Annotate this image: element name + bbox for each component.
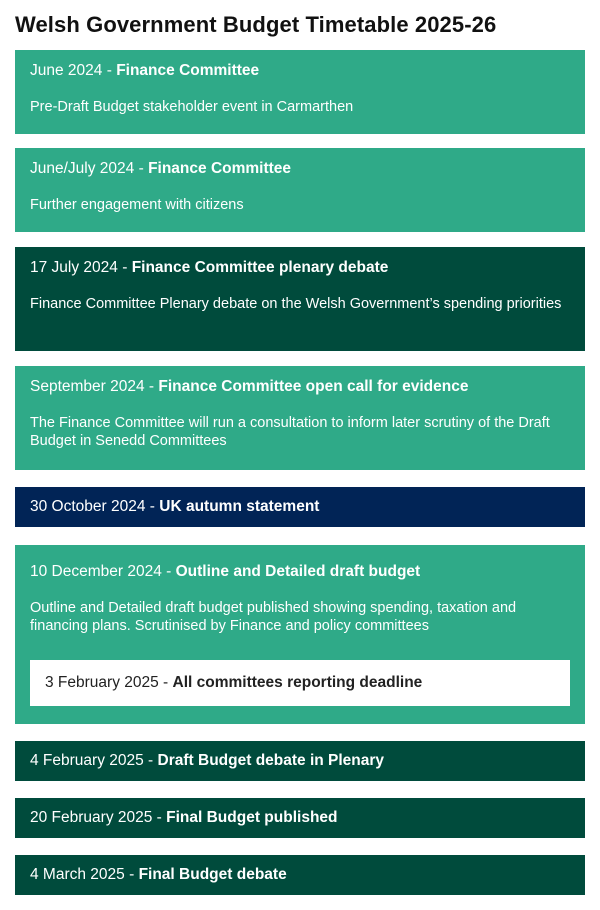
item-separator: -: [144, 378, 159, 395]
item-heading: [30, 258, 570, 278]
item-heading: [30, 497, 319, 517]
page-title: Welsh Government Budget Timetable 2025-26: [15, 12, 497, 37]
item-event: Outline and Detailed draft budget: [175, 563, 421, 580]
item-description: Outline and Detailed draft budget published showing spending, taxation and financing plans. Scrutinised by Finance and policy committees: [30, 600, 517, 634]
timeline-item-june-july-2024: [15, 148, 585, 232]
item-date: September 2024: [30, 378, 145, 395]
item-heading: [30, 808, 338, 828]
timeline-item-10-december-2024: [15, 545, 585, 724]
item-date: June 2024: [30, 62, 103, 79]
item-separator: -: [102, 62, 117, 79]
item-separator: -: [117, 259, 132, 276]
item-event: Finance Committee plenary debate: [131, 259, 389, 276]
subitem-date: 3 February 2025: [45, 674, 159, 691]
item-separator: -: [145, 498, 160, 515]
timeline-item-september-2024: [15, 366, 585, 470]
item-heading: [30, 159, 570, 179]
item-event: Finance Committee: [148, 160, 292, 177]
item-separator: -: [152, 809, 167, 826]
item-description: Pre-Draft Budget stakeholder event in Carmarthen: [30, 99, 354, 115]
item-separator: -: [134, 160, 149, 177]
item-event: Finance Committee open call for evidence: [158, 378, 469, 395]
item-date: 4 February 2025: [30, 752, 144, 769]
item-event: UK autumn statement: [159, 498, 320, 515]
timeline-item-30-october-2024: [15, 487, 585, 527]
item-heading: [30, 865, 287, 885]
item-heading: [30, 751, 384, 771]
subitem-event: All committees reporting deadline: [172, 674, 423, 691]
item-date: 17 July 2024: [30, 259, 118, 276]
item-description: Further engagement with citizens: [30, 197, 244, 213]
item-date: 4 March 2025: [30, 866, 125, 883]
item-description: The Finance Committee will run a consultation to inform later scrutiny of the Draft Budget in Senedd Committees: [30, 415, 550, 449]
item-event: Final Budget debate: [138, 866, 287, 883]
item-date: 20 February 2025: [30, 809, 153, 826]
item-event: Final Budget published: [166, 809, 338, 826]
subitem-separator: -: [158, 674, 173, 691]
item-event: Finance Committee: [116, 62, 260, 79]
item-separator: -: [161, 563, 176, 580]
subitem-heading: [45, 673, 422, 693]
timeline-subitem-3-february-2025: [30, 660, 570, 706]
timeline-item-17-july-2024: [15, 247, 585, 351]
timeline-item-4-march-2025: [15, 855, 585, 895]
item-event: Draft Budget debate in Plenary: [157, 752, 385, 769]
item-separator: -: [124, 866, 139, 883]
item-separator: -: [143, 752, 158, 769]
item-heading: [30, 377, 570, 397]
timeline-item-20-february-2025: [15, 798, 585, 838]
item-date: June/July 2024: [30, 160, 135, 177]
timeline-item-june-2024: [15, 50, 585, 134]
item-date: 10 December 2024: [30, 563, 162, 580]
item-date: 30 October 2024: [30, 498, 146, 515]
item-heading: [30, 61, 570, 81]
item-description: Finance Committee Plenary debate on the Welsh Government’s spending priorities: [30, 296, 562, 312]
item-heading: [30, 562, 570, 582]
timeline-item-4-february-2025: [15, 741, 585, 781]
